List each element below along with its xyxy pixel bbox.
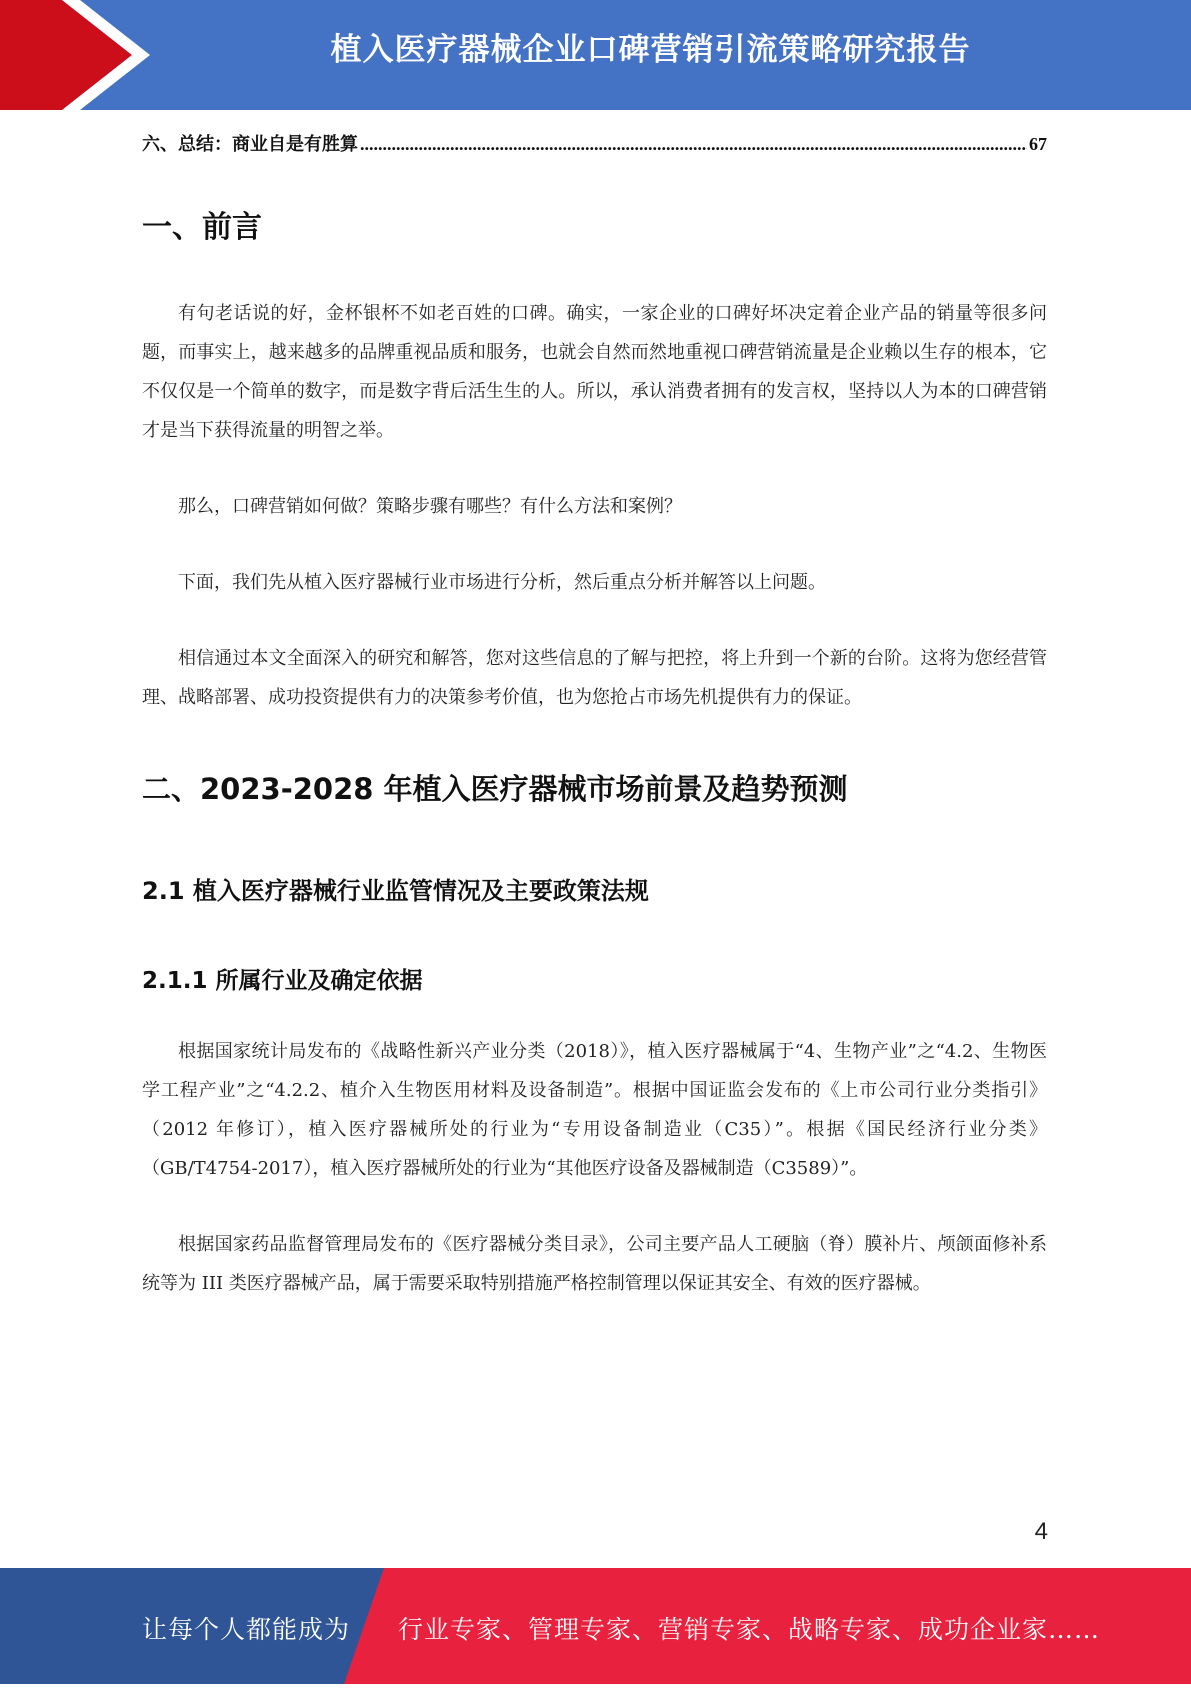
page-header xyxy=(0,0,1191,110)
page-footer xyxy=(0,1568,1191,1684)
page-content xyxy=(142,130,1047,1303)
market-forecast-heading: 二、2023-2028 年植入医疗器械市场前景及趋势预测 xyxy=(142,772,848,806)
preface-paragraph-2: 那么，口碑营销如何做？策略步骤有哪些？有什么方法和案例？ xyxy=(178,496,682,517)
regulation-subheading: 2.1 植入医疗器械行业监管情况及主要政策法规 xyxy=(142,877,649,905)
industry-basis-subheading: 2.1.1 所属行业及确定依据 xyxy=(142,968,423,994)
report-title: 植入医疗器械企业口碑营销引流策略研究报告 xyxy=(330,32,971,68)
footer-slogan-left: 让每个人都能成为 xyxy=(142,1615,351,1644)
preface-heading: 一、前言 xyxy=(142,210,262,245)
toc-leader-dots xyxy=(360,134,1027,155)
footer-slogan-right: 行业专家、管理专家、营销专家、战略专家、成功企业家…… xyxy=(398,1615,1101,1644)
toc-entry-page: 67 xyxy=(1029,134,1047,154)
industry-paragraph-2: 根据国家药品监督管理局发布的《医疗器械分类目录》，公司主要产品人工硬脑（脊）膜补片、颅颌面修补系统等为 III 类医疗器械产品，属于需要采取特别措施严格控制管理以保证其安全、有效的医疗器械。 xyxy=(142,1234,1047,1294)
preface-paragraph-1: 有句老话说的好，金杯银杯不如老百姓的口碑。确实，一家企业的口碑好坏决定着企业产品的销量等很多问题，而事实上，越来越多的品牌重视品质和服务，也就会自然而然地重视口碑营销流量是企业赖以生存的根本，它不仅仅是一个简单的数字，而是数字背后活生生的人。所以，承认消费者拥有的发言权，坚持以人为本的口碑营销才是当下获得流量的明智之举。 xyxy=(142,303,1047,441)
page-number: 4 xyxy=(1034,1518,1048,1545)
header-chevron-decoration xyxy=(0,0,160,110)
preface-paragraph-3: 下面，我们先从植入医疗器械行业市场进行分析，然后重点分析并解答以上问题。 xyxy=(178,572,826,593)
toc-entry[interactable] xyxy=(142,130,1047,160)
toc-entry-label: 六、总结：商业自是有胜算 xyxy=(142,134,358,154)
preface-paragraph-4: 相信通过本文全面深入的研究和解答，您对这些信息的了解与把控，将上升到一个新的台阶。这将为您经营管理、战略部署、成功投资提供有力的决策参考价值，也为您抢占市场先机提供有力的保证。 xyxy=(142,648,1047,708)
industry-paragraph-1: 根据国家统计局发布的《战略性新兴产业分类（2018）》，植入医疗器械属于“4、生物产业”之“4.2、生物医学工程产业”之“4.2.2、植介入生物医用材料及设备制造”。根据中国证监会发布的《上市公司行业分类指引》（2012 年修订），植入医疗器械所处的行业为“专用设备制造业（C35）”。根据《国民经济行业分类》（GB/T4754-2017），植入医疗器械所处的行业为“其他医疗设备及器械制造（C3589）”。 xyxy=(142,1041,1047,1179)
